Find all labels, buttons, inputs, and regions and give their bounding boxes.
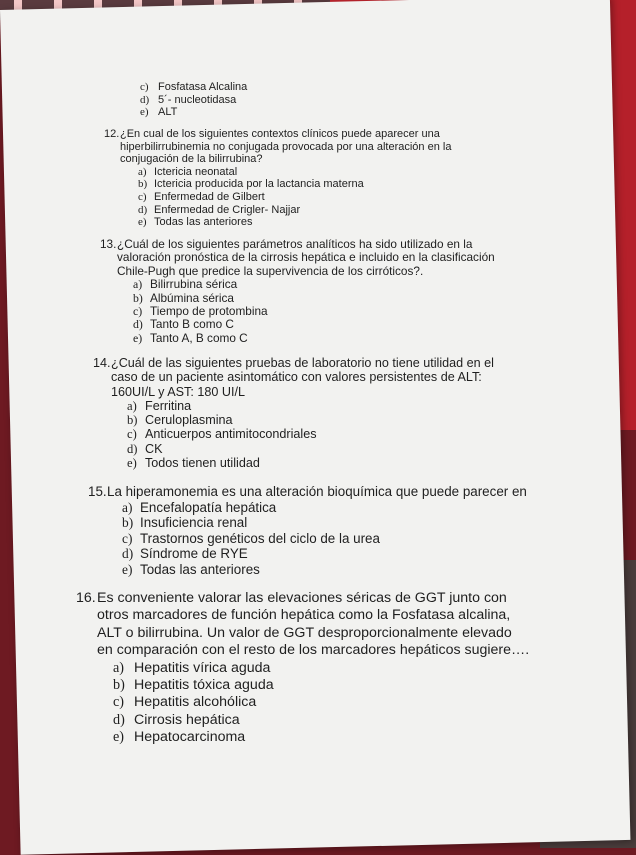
option-e: e) Todos tienen utilidad (127, 456, 260, 471)
option-c: c) Hepatitis alcohólica (113, 694, 257, 711)
question-text: ¿Cuál de las siguientes pruebas de laboratorio no tiene utilidad en el caso de un paciente asintomático con valores persistentes de ALT: 160UI/L y AST: 180 UI/L (111, 356, 494, 399)
question-number: 16. (76, 590, 96, 606)
question-15 (88, 484, 528, 578)
question-13 (100, 238, 510, 345)
option-b: b) Albúmina sérica (133, 290, 234, 305)
option-e: e) Todas las anteriores (122, 561, 260, 577)
question-number: 13. (100, 237, 117, 251)
question-stem (88, 484, 528, 500)
option-b: b) Hepatitis tóxica aguda (113, 677, 274, 694)
question-12 (104, 128, 484, 229)
question-text: Es conveniente valorar las elevaciones séricas de GGT junto con otros marcadores de función hepática como la Fosfatasa alcalina, ALT o bilirrubina. Un valor de GGT desproporcionalmente elevado en comparación con el resto de los marcadores hepáticos sugiere…. (97, 590, 530, 659)
question-text: ¿Cuál de los siguientes parámetros analíticos ha sido utilizado en la valoración pronóstica de la cirrosis hepática e incluido en la clasificación Chile-Pugh que predice la supervivencia de los cirróticos?. (117, 237, 495, 278)
option-c: c) Tiempo de protombina (133, 304, 268, 319)
question-11-continuation (140, 81, 440, 119)
option-b: b) Insuficiencia renal (122, 515, 248, 531)
option-d: d) Cirrosis hepática (113, 711, 240, 728)
option-b: b) Ictericia producida por la lactancia materna (138, 178, 364, 191)
question-text: La hiperamonemia es una alteración bioquímica que puede parecer en (107, 484, 527, 499)
question-text: ¿En cual de los siguientes contextos clínicos puede aparecer una hiperbilirrubinemia no conjugada provocada por una alteración en la conjugación de la bilirrubina? (120, 128, 452, 166)
option-a: a) Bilirrubina sérica (133, 277, 238, 292)
question-number: 12. (104, 128, 120, 140)
option-c: c) Enfermedad de Gilbert (138, 190, 265, 203)
option-a: a) Ictericia neonatal (138, 165, 238, 178)
option-a: a) Hepatitis vírica aguda (113, 659, 271, 676)
option-d: d) Enfermedad de Crigler- Najjar (138, 203, 301, 216)
question-16 (76, 590, 531, 747)
option-a: a) Encefalopatía hepática (122, 499, 277, 515)
question-14 (93, 356, 503, 470)
option-e: e) Todas las anteriores (138, 216, 253, 229)
question-number: 15. (88, 484, 107, 499)
question-stem (100, 238, 510, 278)
question-stem (104, 128, 484, 166)
option-d: d) CK (127, 441, 163, 456)
option-e: e) ALT (140, 106, 178, 118)
option-e: e) Tanto A, B como C (133, 330, 248, 345)
option-c: c) Anticuerpos antimitocondriales (127, 427, 317, 442)
option-c: c) Trastornos genéticos del ciclo de la urea (122, 530, 380, 546)
option-d: d) 5´- nucleotidasa (140, 93, 237, 106)
question-number: 14. (93, 356, 111, 370)
question-stem (76, 590, 531, 660)
option-b: b) Ceruloplasmina (127, 413, 233, 428)
question-stem (93, 356, 503, 399)
option-d: d) Tanto B como C (133, 317, 234, 332)
option-a: a) Ferritina (127, 398, 192, 413)
option-e: e) Hepatocarcinoma (113, 729, 246, 746)
option-c: c) Fosfatasa Alcalina (140, 81, 248, 93)
option-d: d) Síndrome de RYE (122, 546, 248, 562)
